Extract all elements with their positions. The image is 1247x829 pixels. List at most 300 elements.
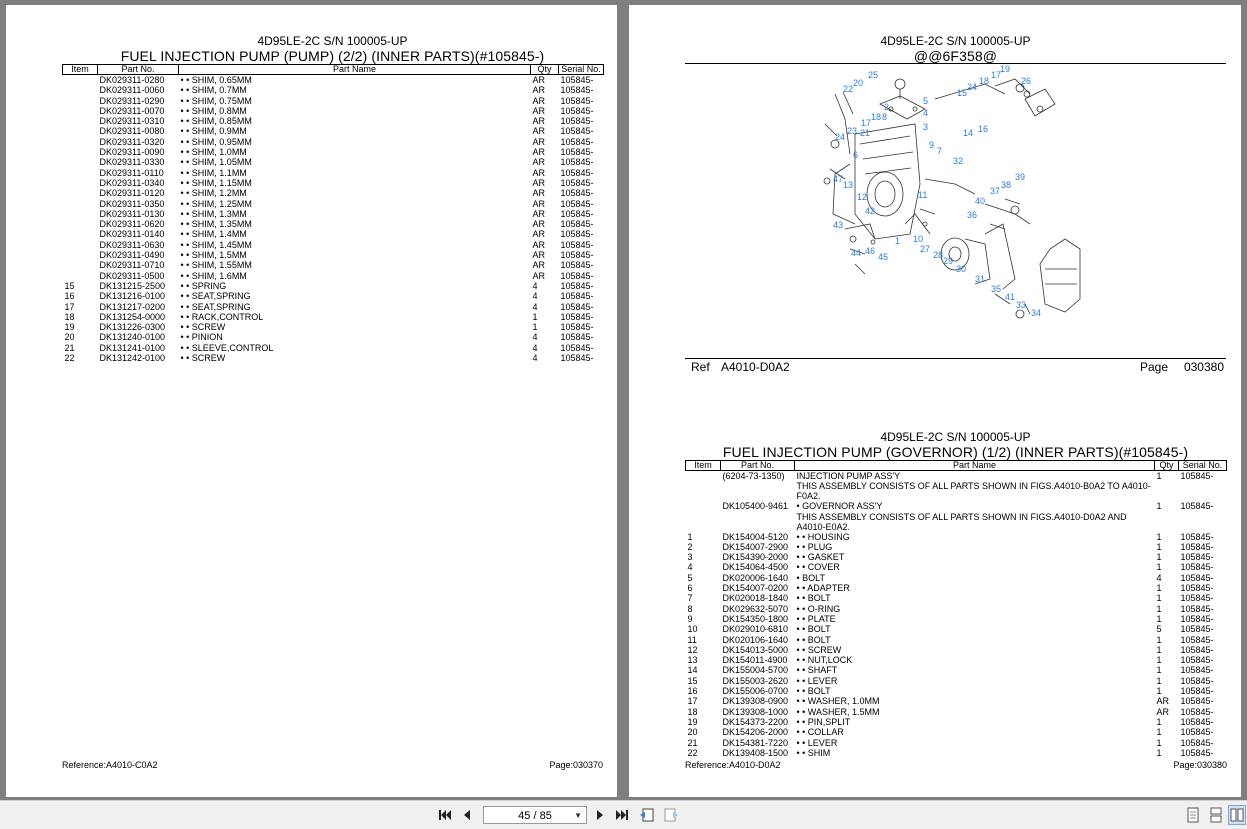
diagram-callout-label: 47 xyxy=(833,174,844,184)
part-name: • • SHIM, 1.35MM xyxy=(180,219,252,230)
item-number xyxy=(63,75,98,86)
item-number xyxy=(63,85,98,95)
part-name: • • RACK,CONTROL xyxy=(180,311,264,322)
serial-number: 105845- xyxy=(1180,613,1214,624)
part-name: • • SLEEVE,CONTROL xyxy=(180,342,274,353)
table-row xyxy=(63,250,604,260)
item-number: 20 xyxy=(64,332,75,343)
diagram-callout-label: 11 xyxy=(918,190,928,200)
quantity: 1 xyxy=(1156,634,1162,645)
serial-number: 105845- xyxy=(1180,675,1214,686)
part-number: DK029311-0340 xyxy=(99,177,165,188)
table-row xyxy=(63,291,604,301)
page-number-select[interactable] xyxy=(483,806,587,824)
part-name: • • SHIM, 1.25MM xyxy=(180,198,252,209)
item-number xyxy=(63,250,98,260)
diagram-callout-label: 30 xyxy=(956,264,967,274)
part-number: DK155004-5700 xyxy=(722,665,789,676)
diagram-callout-label: 17 xyxy=(991,70,1002,80)
item-number xyxy=(686,501,721,511)
diagram-callout-label: 24 xyxy=(967,82,978,92)
serial-number: 105845- xyxy=(560,208,594,219)
item-number xyxy=(63,106,98,116)
part-number: DK154206-2000 xyxy=(722,727,789,738)
diagram-callout-label: 6 xyxy=(853,150,859,160)
diagram-page-label: Page xyxy=(1140,360,1169,374)
table-row xyxy=(686,624,1227,634)
item-number xyxy=(63,116,98,126)
diagram-drawing xyxy=(685,64,1226,358)
serial-number: 105845- xyxy=(1180,593,1214,604)
left-document-page xyxy=(6,5,617,797)
part-number: DK029311-0490 xyxy=(99,250,165,261)
part-number: DK029311-0120 xyxy=(99,188,165,199)
part-number: DK139408-1500 xyxy=(722,747,789,758)
part-name: • • SHIM, 1.0MM xyxy=(180,147,247,158)
diagram-callout-label: 46 xyxy=(865,246,876,256)
part-name: • • SHIM, 1.2MM xyxy=(180,188,247,199)
part-number: DK139308-0900 xyxy=(722,696,789,707)
diagram-ref-label: Ref xyxy=(691,360,710,374)
item-number xyxy=(63,178,98,188)
parts-table xyxy=(685,460,1227,758)
table-row xyxy=(686,665,1227,675)
quantity: AR xyxy=(532,198,546,209)
quantity: AR xyxy=(532,116,546,127)
chevron-down-icon: ▼ xyxy=(574,811,582,820)
serial-number: 105845- xyxy=(560,177,594,188)
diagram-callout-label: 5 xyxy=(923,96,929,106)
part-number: DK154064-4500 xyxy=(722,562,789,573)
continuous-view-icon[interactable] xyxy=(1207,805,1225,825)
item-number: 22 xyxy=(687,747,698,758)
column-header: Serial No. xyxy=(1179,461,1227,471)
diagram-callout-label: 31 xyxy=(975,274,986,284)
table-row xyxy=(686,562,1227,572)
column-header: Serial No. xyxy=(559,65,604,75)
part-number: DK029311-0060 xyxy=(99,85,165,96)
table-row xyxy=(686,583,1227,593)
item-number xyxy=(63,157,98,167)
part-name: • • SHIM, 0.7MM xyxy=(180,85,247,96)
part-name: • • SHIM, 0.65MM xyxy=(180,75,252,85)
diagram-callout-label: 42 xyxy=(865,206,876,216)
part-number: DK131240-0100 xyxy=(99,332,166,343)
quantity: AR xyxy=(1156,706,1170,717)
diagram-callout-label: 28 xyxy=(933,250,944,260)
part-name: • • SHIM, 1.1MM xyxy=(180,167,247,178)
page-title: FUEL INJECTION PUMP (PUMP) (2/2) (INNER PARTS)(#105845-) xyxy=(120,48,545,64)
diagram-callout-label: 17 xyxy=(861,118,872,128)
diagram-callout-label: 19 xyxy=(1000,64,1011,74)
table-row xyxy=(63,353,604,363)
part-name: • BOLT xyxy=(796,572,825,583)
serial-number xyxy=(1179,481,1227,501)
part-name: • • LEVER xyxy=(796,737,838,748)
part-name: • • SHIM, 0.95MM xyxy=(180,136,252,147)
part-number: DK029311-0320 xyxy=(99,136,165,147)
part-number: DK154390-2000 xyxy=(722,552,789,563)
quantity: 1 xyxy=(1156,603,1162,614)
part-number: DK105400-9461 xyxy=(722,501,789,512)
item-number: 20 xyxy=(687,727,698,738)
column-header: Item xyxy=(63,65,98,75)
serial-number xyxy=(1179,512,1227,532)
item-number: 9 xyxy=(687,613,693,624)
item-number: 13 xyxy=(687,655,698,666)
quantity: AR xyxy=(532,157,546,168)
table-row xyxy=(686,604,1227,614)
table-row xyxy=(686,748,1227,758)
diagram-callout-label: 8 xyxy=(882,112,888,122)
quantity: 1 xyxy=(1156,655,1162,666)
part-number: DK029311-0140 xyxy=(99,229,165,240)
diagram-callout-label: 41 xyxy=(1005,292,1016,302)
table-row xyxy=(686,481,1227,501)
item-number xyxy=(686,512,721,532)
item-number: 18 xyxy=(687,706,698,717)
quantity: AR xyxy=(532,260,546,271)
item-number: 21 xyxy=(687,737,698,748)
serial-number: 105845- xyxy=(1180,562,1214,573)
item-number xyxy=(63,188,98,198)
item-number xyxy=(63,168,98,178)
serial-number: 105845- xyxy=(1180,727,1214,738)
part-number: DK020006-1640 xyxy=(722,572,789,583)
single-page-view-icon[interactable] xyxy=(1184,805,1202,825)
column-header: Part Name xyxy=(179,65,531,75)
item-number: 3 xyxy=(687,552,693,563)
quantity: 1 xyxy=(1156,593,1162,604)
quantity: AR xyxy=(532,136,546,147)
right-document-page xyxy=(629,5,1241,797)
part-name: • • ADAPTER xyxy=(796,583,850,594)
serial-number: 105845- xyxy=(560,322,594,333)
part-name: • • SHIM, 1.3MM xyxy=(180,208,247,219)
serial-number: 105845- xyxy=(1180,541,1214,552)
part-name: • • PLATE xyxy=(796,613,836,624)
quantity: 1 xyxy=(1156,583,1162,594)
serial-number: 105845- xyxy=(560,198,594,209)
part-number: DK154004-5120 xyxy=(722,531,789,542)
serial-number: 105845- xyxy=(1180,737,1214,748)
quantity: AR xyxy=(532,105,546,116)
serial-number: 105845- xyxy=(1180,747,1214,758)
part-number: DK155006-0700 xyxy=(722,686,789,697)
serial-number: 105845- xyxy=(560,136,594,147)
table-row xyxy=(686,512,1227,532)
serial-number: 105845- xyxy=(1180,552,1214,563)
table-row xyxy=(63,147,604,157)
item-number: 19 xyxy=(687,716,698,727)
table-body xyxy=(63,75,604,364)
part-name: INJECTION PUMP ASS'Y xyxy=(796,471,901,481)
item-number xyxy=(63,209,98,219)
serial-number: 105845- xyxy=(1180,531,1214,542)
footer-page-number: Page:030380 xyxy=(1173,760,1227,770)
part-number: DK154007-2900 xyxy=(722,541,789,552)
part-number: (6204-73-1350) xyxy=(722,471,785,481)
serial-number: 105845- xyxy=(560,301,594,312)
quantity: 1 xyxy=(1156,747,1162,758)
quantity: 1 xyxy=(1156,644,1162,655)
part-number: DK131215-2500 xyxy=(99,280,166,291)
part-number: DK029311-0310 xyxy=(99,116,165,127)
part-name: • • WASHER, 1.0MM xyxy=(796,696,880,707)
quantity: 1 xyxy=(1156,737,1162,748)
column-header: Qty xyxy=(1155,461,1179,471)
part-name: • • BOLT xyxy=(796,624,831,635)
column-header: Qty xyxy=(531,65,559,75)
part-name: • • SCREW xyxy=(180,322,226,333)
part-number: DK029010-6810 xyxy=(722,624,789,635)
quantity: 1 xyxy=(1156,562,1162,573)
part-name: • • SHIM, 0.85MM xyxy=(180,116,252,127)
serial-number: 105845- xyxy=(1180,501,1214,512)
item-number xyxy=(63,271,98,281)
part-number: DK154350-1800 xyxy=(722,613,789,624)
serial-number: 105845- xyxy=(560,260,594,271)
part-name: • • SEAT,SPRING xyxy=(180,291,251,302)
quantity: 1 xyxy=(1156,727,1162,738)
quantity xyxy=(1155,512,1179,532)
table-row xyxy=(63,229,604,239)
table-row xyxy=(63,271,604,281)
part-number: DK131242-0100 xyxy=(99,353,166,364)
serial-number: 105845- xyxy=(560,332,594,343)
item-number xyxy=(63,240,98,250)
quantity: 1 xyxy=(1156,531,1162,542)
part-number: DK131226-0300 xyxy=(99,322,166,333)
item-number: 15 xyxy=(687,675,698,686)
diagram-callout-label: 40 xyxy=(975,196,986,206)
diagram-callout-label: 27 xyxy=(920,244,931,254)
part-number: DK154007-0200 xyxy=(722,583,789,594)
table-row xyxy=(686,471,1227,482)
part-name: • • SCREW xyxy=(180,353,226,364)
table-row xyxy=(63,260,604,270)
part-name: • GOVERNOR ASS'Y xyxy=(796,501,883,512)
column-header: Part Name xyxy=(795,461,1155,471)
diagram-callout-label: 4 xyxy=(923,108,929,118)
serial-number: 105845- xyxy=(560,116,594,127)
diagram-callout-label: 9 xyxy=(929,140,935,150)
table-row xyxy=(63,312,604,322)
serial-number: 105845- xyxy=(560,219,594,230)
quantity: AR xyxy=(532,75,546,85)
quantity: 4 xyxy=(532,301,538,312)
item-number xyxy=(63,147,98,157)
quantity: AR xyxy=(532,95,546,106)
table-row xyxy=(63,178,604,188)
part-number: DK029311-0280 xyxy=(99,75,165,85)
part-number: DK029311-0110 xyxy=(99,167,164,178)
part-number: DK029311-0290 xyxy=(99,95,165,106)
table-row xyxy=(686,696,1227,706)
table-row xyxy=(63,106,604,116)
diagram-callout-label: 37 xyxy=(990,186,1001,196)
part-name: • • PLUG xyxy=(796,541,833,552)
diagram-callout-label: 16 xyxy=(978,124,989,134)
item-number xyxy=(63,96,98,106)
table-row xyxy=(686,542,1227,552)
serial-number: 105845- xyxy=(560,157,594,168)
item-number xyxy=(63,260,98,270)
item-number: 4 xyxy=(687,562,693,573)
serial-number: 105845- xyxy=(1180,644,1214,655)
next-page-icon[interactable] xyxy=(591,805,609,825)
quantity: 4 xyxy=(532,280,538,291)
quantity: 4 xyxy=(1156,572,1162,583)
item-number: 2 xyxy=(687,541,693,552)
part-name: • • COLLAR xyxy=(796,727,844,738)
diagram-page-header: 4D95LE-2C S/N 100005-UP xyxy=(880,34,1031,48)
quantity: 1 xyxy=(1156,471,1162,481)
previous-page-icon[interactable] xyxy=(458,805,476,825)
serial-number: 105845- xyxy=(560,311,594,322)
table-row xyxy=(63,199,604,209)
table-body xyxy=(686,471,1227,759)
quantity: AR xyxy=(532,147,546,158)
diagram-callout-label: 44 xyxy=(851,248,862,258)
table-row xyxy=(686,727,1227,737)
item-number: 7 xyxy=(687,593,693,604)
part-name: • • SHIM, 0.8MM xyxy=(180,105,247,116)
diagram-callout-label: 34 xyxy=(1031,308,1042,318)
quantity: AR xyxy=(532,250,546,261)
forward-view-icon[interactable] xyxy=(662,805,680,825)
quantity: 4 xyxy=(532,291,538,302)
table-row xyxy=(686,655,1227,665)
item-number: 12 xyxy=(687,644,698,655)
diagram-callout-label: 21 xyxy=(860,128,871,138)
table-row xyxy=(686,593,1227,603)
serial-number: 105845- xyxy=(1180,624,1214,635)
item-number: 5 xyxy=(687,572,693,583)
part-number: DK155003-2620 xyxy=(722,675,789,686)
item-number xyxy=(63,199,98,209)
part-name: • • SHIM, 1.55MM xyxy=(180,260,252,271)
table-row xyxy=(686,738,1227,748)
quantity: AR xyxy=(1156,696,1170,707)
serial-number: 105845- xyxy=(560,147,594,158)
diagram-page-value: 030380 xyxy=(1183,360,1224,374)
part-name: • • SHAFT xyxy=(796,665,838,676)
serial-number: 105845- xyxy=(560,250,594,261)
diagram-callout-label: 29 xyxy=(943,256,954,266)
column-header: Part No. xyxy=(721,461,795,471)
serial-number: 105845- xyxy=(560,126,594,137)
serial-number: 105845- xyxy=(1180,471,1214,481)
table-row xyxy=(686,573,1227,583)
part-number: DK154381-7220 xyxy=(722,737,789,748)
serial-number: 105845- xyxy=(1180,665,1214,676)
part-number: DK029311-0710 xyxy=(99,260,165,271)
table-row xyxy=(686,532,1227,542)
serial-number: 105845- xyxy=(560,353,594,364)
item-number xyxy=(63,137,98,147)
diagram-ref-value: A4010-D0A2 xyxy=(721,360,790,374)
part-number: DK131254-0000 xyxy=(99,311,166,322)
quantity: 1 xyxy=(1156,541,1162,552)
first-page-icon[interactable] xyxy=(436,805,454,825)
item-number xyxy=(63,126,98,136)
diagram-callout-label: 22 xyxy=(843,84,854,94)
table-header-row xyxy=(63,65,604,75)
part-number: DK131216-0100 xyxy=(99,291,166,302)
serial-number: 105845- xyxy=(1180,696,1214,707)
back-view-icon[interactable] xyxy=(638,805,656,825)
quantity: AR xyxy=(532,229,546,240)
item-number: 21 xyxy=(64,342,75,353)
table-row xyxy=(63,137,604,147)
quantity xyxy=(1155,481,1179,501)
part-number: DK154013-5000 xyxy=(722,644,789,655)
part-name: • • SPRING xyxy=(180,280,227,291)
table-row xyxy=(63,168,604,178)
item-number: 10 xyxy=(687,624,698,635)
diagram-callout-label: 3 xyxy=(923,122,929,132)
part-number: DK029311-0130 xyxy=(99,208,165,219)
part-number: DK154011-4900 xyxy=(722,655,788,666)
part-number: DK029311-0330 xyxy=(99,157,165,168)
quantity: 1 xyxy=(1156,716,1162,727)
part-number: DK029311-0070 xyxy=(99,105,165,116)
quantity: AR xyxy=(532,270,546,281)
quantity: AR xyxy=(532,126,546,137)
serial-number: 105845- xyxy=(560,239,594,250)
facing-pages-view-icon[interactable] xyxy=(1228,805,1246,825)
table-row xyxy=(63,85,604,95)
table-row xyxy=(63,209,604,219)
serial-number: 105845- xyxy=(560,229,594,240)
item-number: 19 xyxy=(64,322,75,333)
part-name: • • BOLT xyxy=(796,634,831,645)
item-number: 16 xyxy=(64,291,75,302)
quantity: AR xyxy=(532,85,546,96)
part-name: • • LEVER xyxy=(796,675,838,686)
part-number xyxy=(721,512,795,532)
part-name: • • SHIM, 1.45MM xyxy=(180,239,252,250)
diagram-callout-label: 39 xyxy=(1015,172,1026,182)
diagram-callout-label: 36 xyxy=(967,210,978,220)
table-row xyxy=(63,157,604,167)
diagram-callout-label: 24 xyxy=(835,132,846,142)
last-page-icon[interactable] xyxy=(613,805,631,825)
part-name: THIS ASSEMBLY CONSISTS OF ALL PARTS SHOWN IN FIGS.A4010-D0A2 AND A4010-E0A2. xyxy=(796,511,1127,532)
table-row xyxy=(686,614,1227,624)
part-name: • • BOLT xyxy=(796,593,831,604)
part-name: • • SHIM, 1.6MM xyxy=(180,270,247,281)
part-name: • • SHIM xyxy=(796,747,831,758)
item-number xyxy=(686,481,721,501)
quantity: AR xyxy=(532,167,546,178)
part-name: • • O-RING xyxy=(796,603,841,614)
serial-number: 105845- xyxy=(560,75,594,85)
part-number: DK154373-2200 xyxy=(722,716,789,727)
diagram-callout-label: 45 xyxy=(878,252,889,262)
part-number: DK029311-0630 xyxy=(99,239,165,250)
footer-page-number: Page:030370 xyxy=(549,760,603,770)
item-number: 17 xyxy=(64,301,75,312)
part-number xyxy=(721,481,795,501)
part-number: DK029311-0500 xyxy=(99,270,165,281)
table-row xyxy=(63,240,604,250)
diagram-callout-label: 14 xyxy=(963,128,974,138)
parts-table xyxy=(62,64,604,363)
part-name: THIS ASSEMBLY CONSISTS OF ALL PARTS SHOWN IN FIGS.A4010-B0A2 TO A4010-F0A2. xyxy=(796,481,1151,502)
diagram-callout-label: 32 xyxy=(953,156,964,166)
